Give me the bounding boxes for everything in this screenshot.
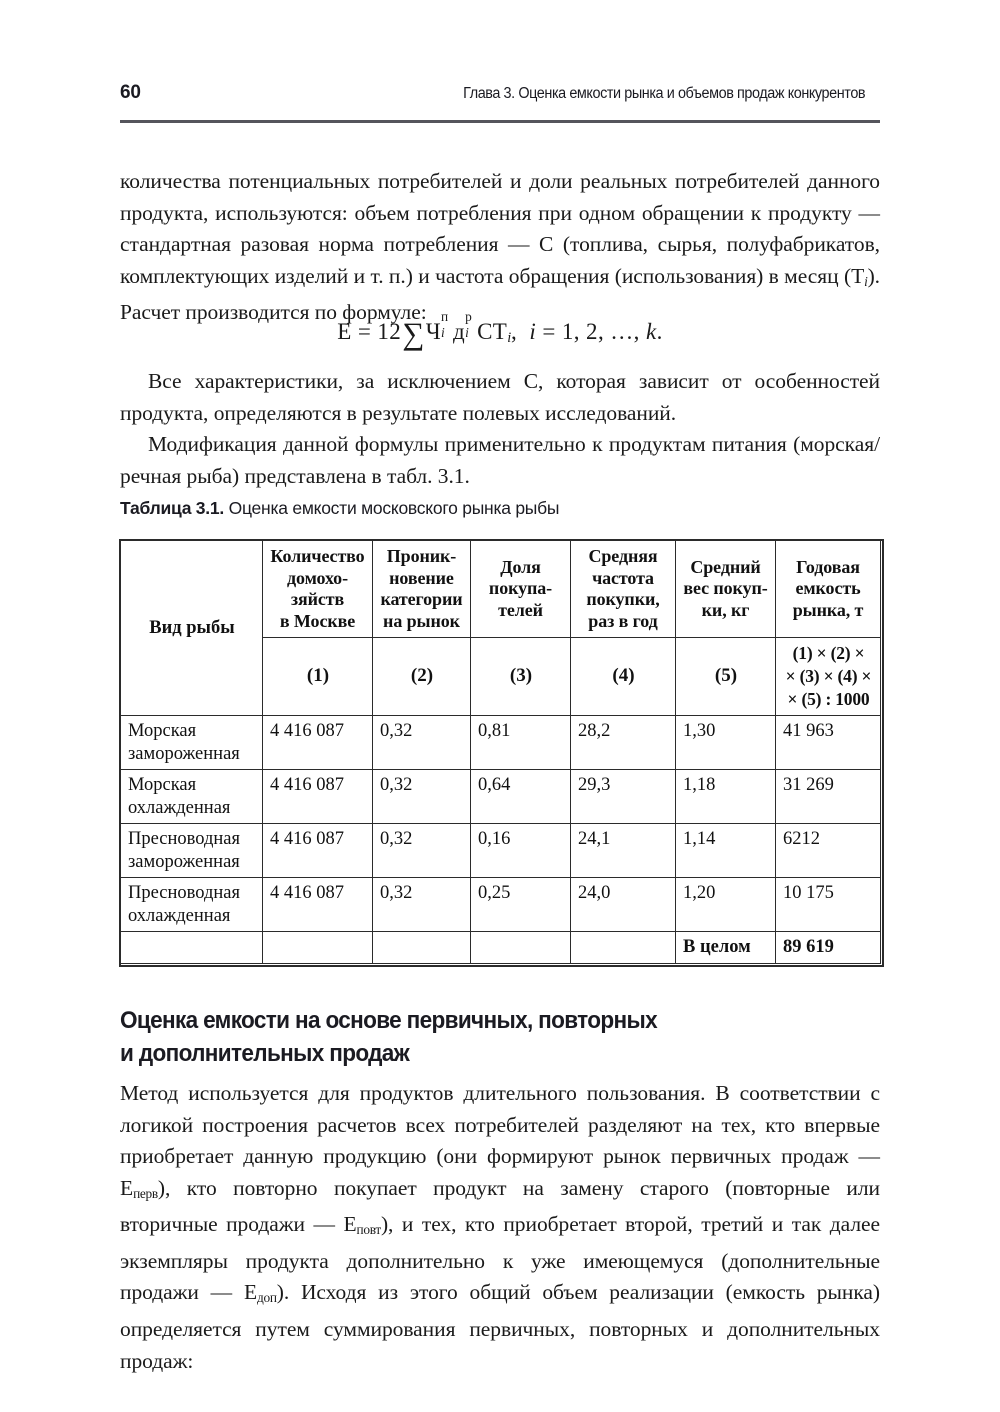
paragraph-modification: Модификация данной формулы применительно к продуктам питания (морская/речная рыба) представлена в табл. 3.1. [120,432,880,488]
hdr-line: емкость [795,578,861,599]
header-cell-annual-capacity [776,541,881,638]
hdr-line: рынка, т [792,599,864,620]
fish-name-line: охлажденная [128,797,231,818]
table-caption-label: Таблица 3.1. [120,498,224,518]
fish-market-capacity-table [120,540,881,964]
hdr-line: ки, кг [701,599,750,620]
formula-expression: E = 12∑Ч п i д р i $СТ_i$, i = 1, 2, …, k. [337,309,663,351]
header-cell-avg-weight [676,541,776,638]
cell-buyer-share: 0,25 [471,878,571,932]
formula-market-capacity [120,309,880,352]
cell-avg-weight: 1,30 [676,716,776,770]
cell-frequency: 29,3 [571,770,676,824]
cell-annual-capacity: 10 175 [776,878,881,932]
hdr-line: Доля [500,556,541,577]
total-empty-3 [373,932,471,964]
hdr-line: Средний [690,556,761,577]
cell-frequency: 24,1 [571,824,676,878]
table-row [121,716,881,770]
numbering-cell-4: (4) [571,638,676,716]
total-label: В целом [676,932,776,964]
cell-buyer-share: 0,64 [471,770,571,824]
cell-fish-type [121,716,263,770]
fish-name-line: Пресноводная [128,829,241,849]
cell-fish-type [121,878,263,932]
numbering-cell-formula [776,638,881,716]
hdr-line: покупа- [488,578,553,599]
table-caption-text: Оценка емкости московского рынка рыбы [224,498,560,518]
cell-annual-capacity: 41 963 [776,716,881,770]
total-empty-4 [471,932,571,964]
numbering-cell-5: (5) [676,638,776,716]
hdr-line: категории [380,589,463,609]
fish-name-line: Морская [128,721,197,741]
table-row [121,824,881,878]
cell-buyer-share: 0,16 [471,824,571,878]
cell-households: 4 416 087 [263,824,373,878]
header-cell-buyer-share [471,541,571,638]
section-heading-line2: и дополнительных продаж [120,1040,410,1067]
hdr-line: на рынок [383,610,460,631]
total-value: 89 619 [776,932,881,964]
hdr-line: вес покуп- [683,578,768,599]
table-header-row [121,541,881,638]
cell-fish-type [121,770,263,824]
running-title: Глава 3. Оценка емкости рынка и объемов продаж конкурентов [462,85,865,102]
header-cell-frequency [571,541,676,638]
header-rule [120,120,880,123]
cell-frequency: 24,0 [571,878,676,932]
hdr-line: покупки, [586,589,660,609]
cell-penetration: 0,32 [373,824,471,878]
cell-households: 4 416 087 [263,716,373,770]
table-caption [120,498,880,519]
fish-name-line: замороженная [128,743,240,764]
cell-penetration: 0,32 [373,716,471,770]
cell-annual-capacity: 6212 [776,824,881,878]
paragraph-intro: количества потенциальных потребителей и доли реальных потребителей данного продукта, используются: объем потребления при одном обращении к продукту — стандартная разовая норма потребления — С (топлива, сырья, полуфабрикатов, комплектующих изделий и т. п.) и частота обращения (использования) в месяц $(Т_i)$. Расчет производится по формуле: [120,169,880,325]
table-wrapper [120,540,880,964]
numbering-cell-3: (3) [471,638,571,716]
hdr-line: раз в год [588,610,658,631]
formula-line: (1) × (2) × [792,643,865,663]
table-total-row [121,932,881,964]
running-header [120,82,880,104]
fish-name-line: охлажденная [128,905,231,926]
page-number: 60 [120,82,141,103]
table-row [121,878,881,932]
page [120,0,880,1412]
numbering-cell-2: (2) [373,638,471,716]
cell-avg-weight: 1,18 [676,770,776,824]
cell-penetration: 0,32 [373,770,471,824]
numbering-cell-1: (1) [263,638,373,716]
hdr-line: телей [498,599,543,620]
hdr-line: зяйств [290,589,345,609]
paragraph-sales-method: Метод используется для продуктов длительного пользования. В соответствии с логикой построения расчетов всех потребителей разделяют на тех, кто впервые приобретает данную продукцию (они формируют рынок первичных продаж — $Е_{перв}$), кто повторно покупает продукт на замену старого (повторные или вторичные продажи — $Е_{повт}$), и тех, кто приобретает второй, третий и так далее экземпляры продукта дополнительно к уже имеющемуся (дополнительные продажи — $Е_{доп}$). Исходя из этого общий объем реализации (емкость рынка) определяется путем суммирования первичных, повторных и дополнительных продаж: [120,1081,881,1373]
cell-fish-type [121,824,263,878]
formula-line: × (3) × (4) × [785,666,872,686]
cell-frequency: 28,2 [571,716,676,770]
total-empty-2 [263,932,373,964]
hdr-line: Проник- [386,546,457,566]
formula-line: × (5) : 1000 [787,689,870,709]
hdr-line: домохо- [287,567,348,588]
cell-annual-capacity: 31 269 [776,770,881,824]
paragraph-characteristics: Все характеристики, за исключением С, которая зависит от особенностей продукта, определяются в результате полевых исследований. [120,369,880,425]
cell-households: 4 416 087 [263,770,373,824]
total-empty-1 [121,932,263,964]
table-row [121,770,881,824]
fish-name-line: замороженная [128,851,240,872]
hdr-line: Количество [270,546,365,566]
fish-name-line: Морская [128,775,197,795]
section-heading-line1: Оценка емкости на основе первичных, повторных [120,1007,658,1034]
cell-households: 4 416 087 [263,878,373,932]
cell-avg-weight: 1,14 [676,824,776,878]
section-heading [120,1004,834,1070]
header-cell-households [263,541,373,638]
hdr-line: Средняя [588,546,658,566]
header-cell-penetration [373,541,471,638]
header-cell-fish-type: Вид рыбы [121,541,263,716]
hdr-line: Годовая [796,556,860,577]
hdr-line: новение [389,567,454,588]
fish-name-line: Пресноводная [128,883,241,903]
hdr-line: в Москве [279,610,356,631]
cell-penetration: 0,32 [373,878,471,932]
total-empty-5 [571,932,676,964]
cell-avg-weight: 1,20 [676,878,776,932]
cell-buyer-share: 0,81 [471,716,571,770]
hdr-line: частота [592,567,654,588]
